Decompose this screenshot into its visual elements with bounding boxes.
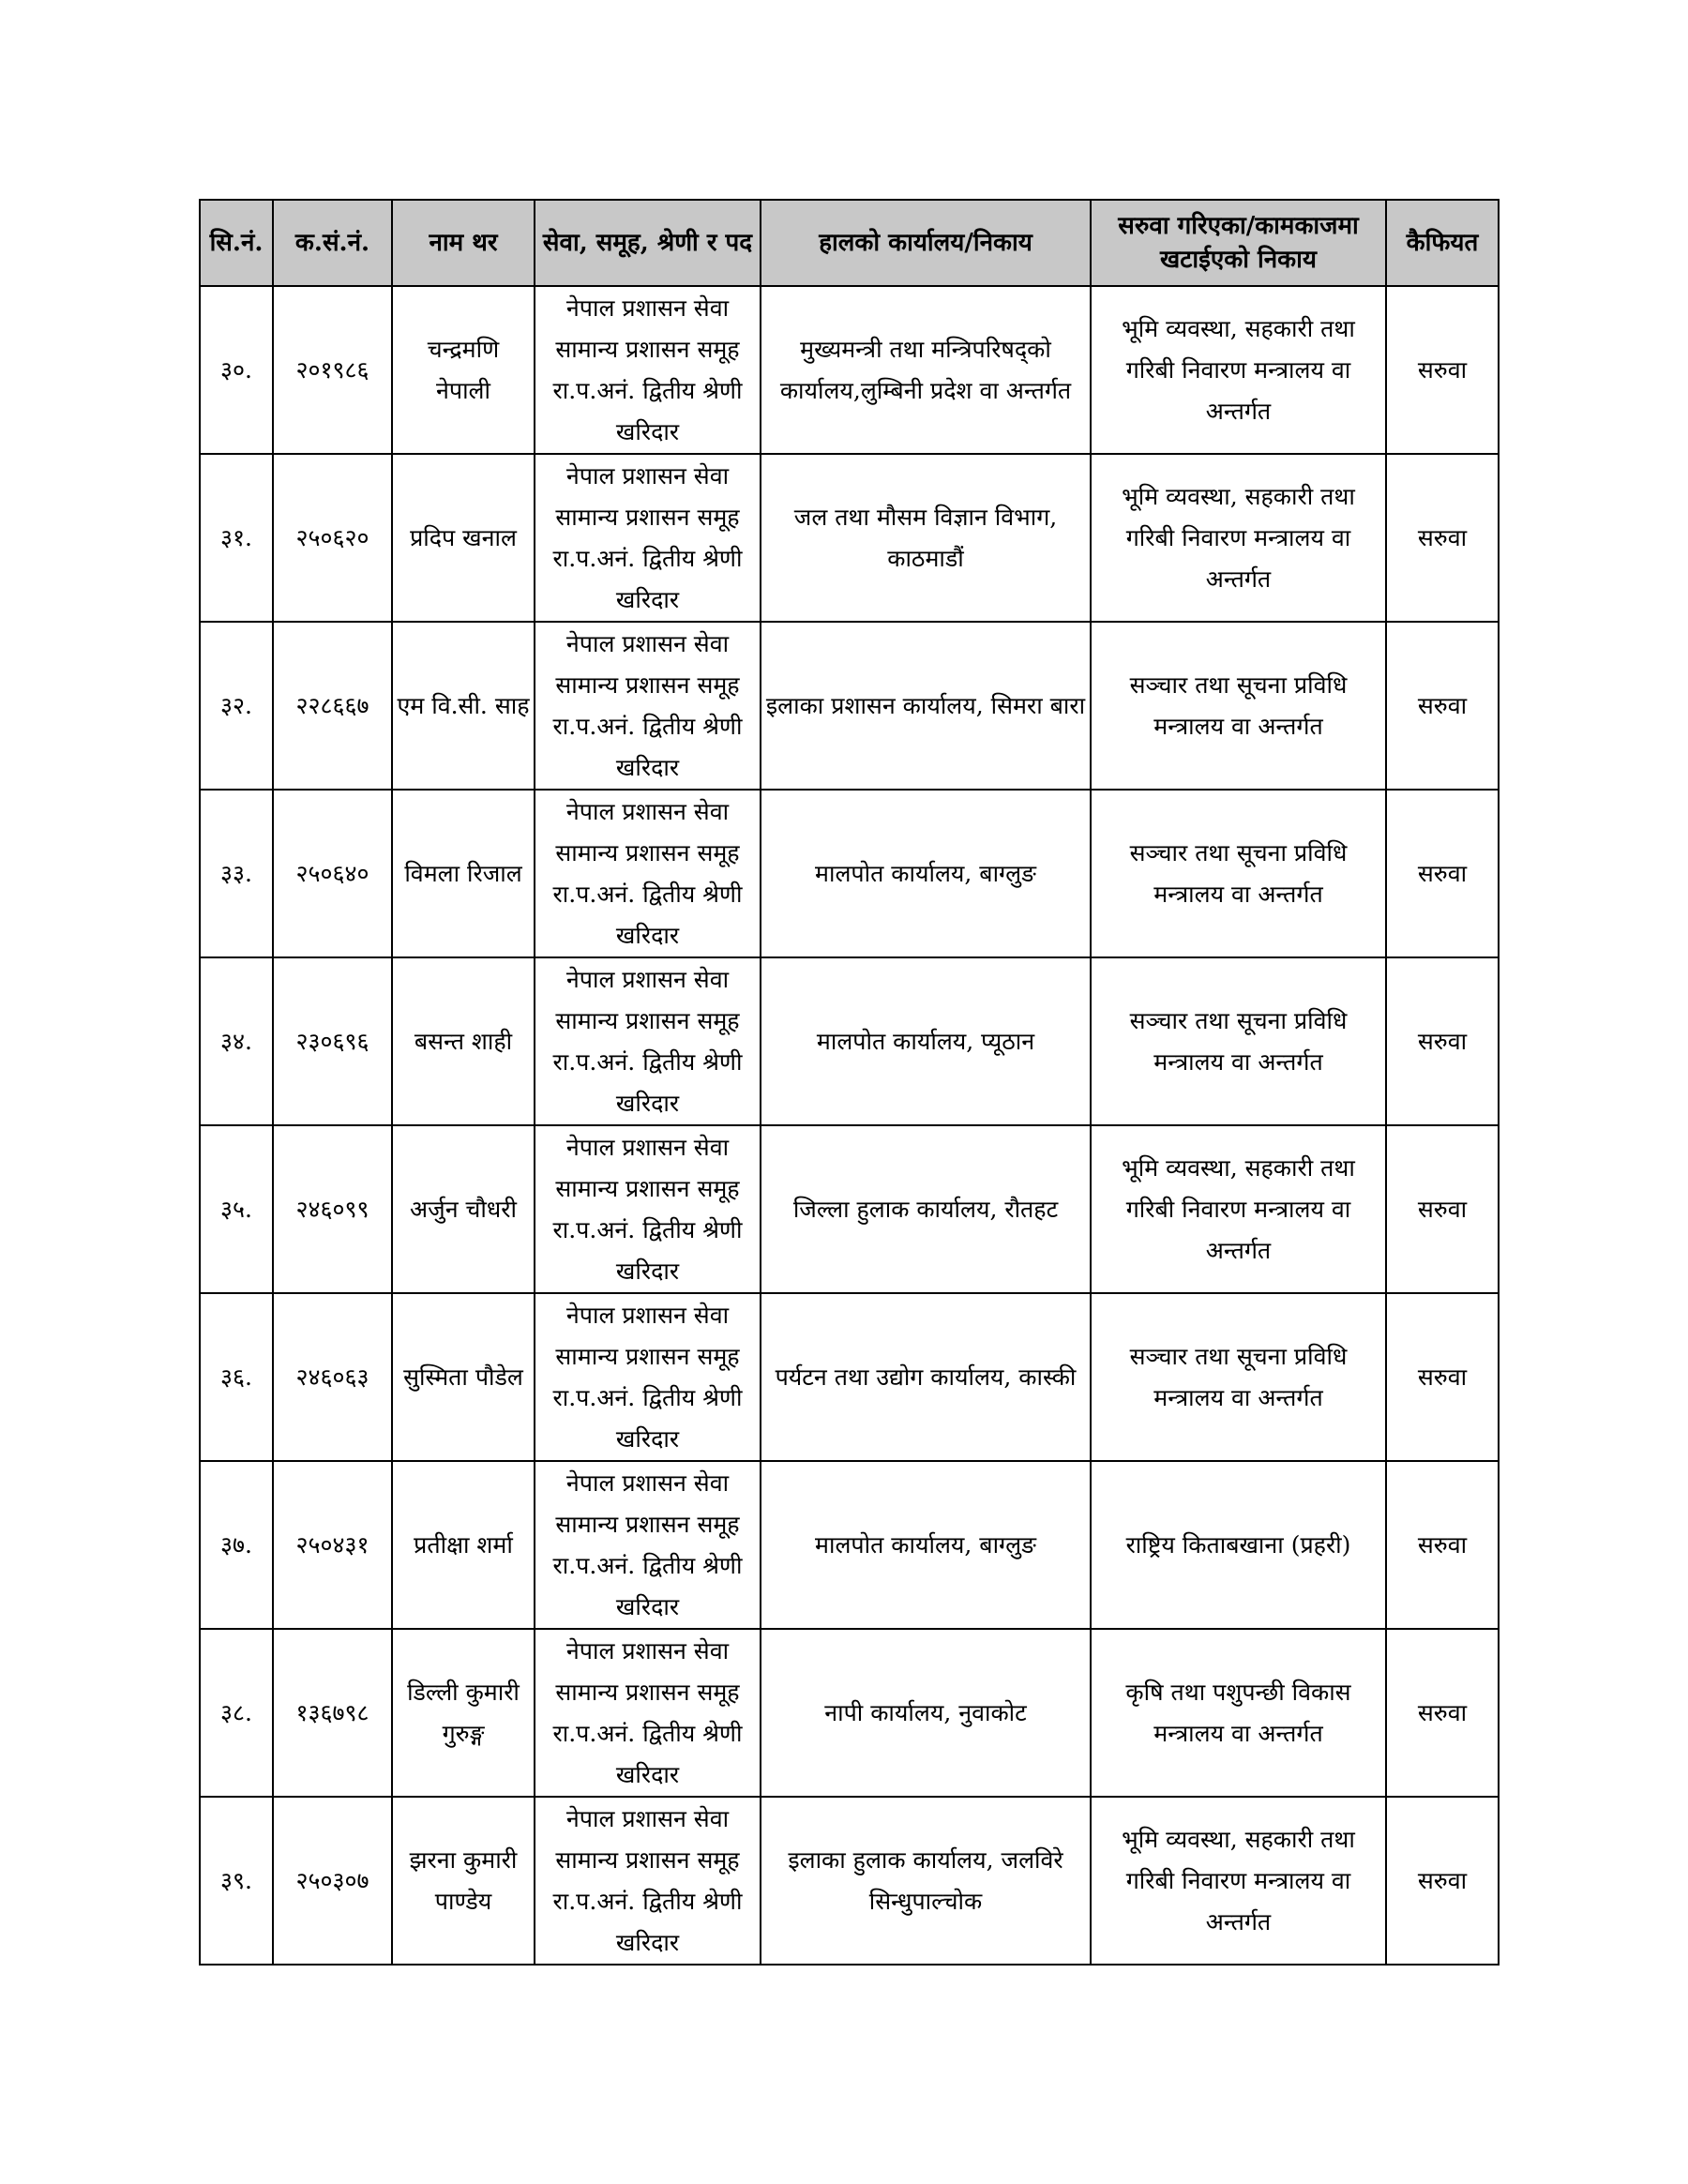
service-line: सामान्य प्रशासन समूह xyxy=(555,1174,740,1202)
table-row xyxy=(200,1629,1499,1797)
cell-current-office: मालपोत कार्यालय, बाग्लुङ xyxy=(761,790,1091,957)
cell-kasn: २५०६४० xyxy=(273,790,392,957)
cell-remarks: सरुवा xyxy=(1386,1125,1499,1293)
cell-sn: ३०. xyxy=(200,286,273,454)
cell-transferred-to: सञ्चार तथा सूचना प्रविधि मन्त्रालय वा अन्तर्गत xyxy=(1091,1293,1386,1461)
service-line: खरिदार xyxy=(615,585,680,613)
cell-transferred-to: सञ्चार तथा सूचना प्रविधि मन्त्रालय वा अन्तर्गत xyxy=(1091,622,1386,790)
cell-sn: ३७. xyxy=(200,1461,273,1629)
table-row xyxy=(200,454,1499,622)
cell-name: झरना कुमारी पाण्डेय xyxy=(392,1797,535,1965)
service-line: नेपाल प्रशासन सेवा xyxy=(565,294,730,322)
service-line: रा.प.अनं. द्वितीय श्रेणी xyxy=(552,1719,743,1747)
service-line: नेपाल प्रशासन सेवा xyxy=(565,1301,730,1329)
table-row xyxy=(200,1293,1499,1461)
service-line: खरिदार xyxy=(615,753,680,781)
cell-kasn: २५०३०७ xyxy=(273,1797,392,1965)
service-line: नेपाल प्रशासन सेवा xyxy=(565,629,730,657)
service-line: सामान्य प्रशासन समूह xyxy=(555,1845,740,1874)
cell-transferred-to: भूमि व्यवस्था, सहकारी तथा गरिबी निवारण मन्त्रालय वा अन्तर्गत xyxy=(1091,286,1386,454)
service-line: सामान्य प्रशासन समूह xyxy=(555,1510,740,1538)
cell-current-office: मुख्यमन्त्री तथा मन्त्रिपरिषद्को कार्यालय,लुम्बिनी प्रदेश वा अन्तर्गत xyxy=(761,286,1091,454)
cell-remarks: सरुवा xyxy=(1386,1797,1499,1965)
cell-remarks: सरुवा xyxy=(1386,1293,1499,1461)
service-line: सामान्य प्रशासन समूह xyxy=(555,503,740,531)
service-line: रा.प.अनं. द्वितीय श्रेणी xyxy=(552,1215,743,1243)
cell-service xyxy=(535,622,761,790)
table-row xyxy=(200,1461,1499,1629)
cell-transferred-to: राष्ट्रिय किताबखाना (प्रहरी) xyxy=(1091,1461,1386,1629)
header-transferred-to: सरुवा गरिएका/कामकाजमा खटाईएको निकाय xyxy=(1091,200,1386,286)
cell-name: चन्द्रमणि नेपाली xyxy=(392,286,535,454)
cell-name: बसन्त शाही xyxy=(392,957,535,1125)
cell-kasn: २५०४३१ xyxy=(273,1461,392,1629)
service-line: खरिदार xyxy=(615,1928,680,1956)
cell-sn: ३९. xyxy=(200,1797,273,1965)
cell-service xyxy=(535,454,761,622)
transfer-table xyxy=(199,199,1500,1966)
service-line: रा.प.अनं. द्वितीय श्रेणी xyxy=(552,712,743,740)
cell-remarks: सरुवा xyxy=(1386,790,1499,957)
cell-service xyxy=(535,790,761,957)
service-line: नेपाल प्रशासन सेवा xyxy=(565,965,730,993)
cell-remarks: सरुवा xyxy=(1386,1629,1499,1797)
service-line: रा.प.अनं. द्वितीय श्रेणी xyxy=(552,544,743,572)
cell-name: प्रदिप खनाल xyxy=(392,454,535,622)
header-name: नाम थर xyxy=(392,200,535,286)
cell-kasn: २४६०६३ xyxy=(273,1293,392,1461)
cell-remarks: सरुवा xyxy=(1386,1461,1499,1629)
table-row xyxy=(200,957,1499,1125)
service-line: नेपाल प्रशासन सेवा xyxy=(565,797,730,825)
cell-sn: ३५. xyxy=(200,1125,273,1293)
table-body xyxy=(200,286,1499,1965)
table-row xyxy=(200,790,1499,957)
cell-kasn: २०१९८६ xyxy=(273,286,392,454)
cell-kasn: २५०६२० xyxy=(273,454,392,622)
service-line: रा.प.अनं. द्वितीय श्रेणी xyxy=(552,1887,743,1915)
cell-service xyxy=(535,1293,761,1461)
service-line: खरिदार xyxy=(615,1257,680,1285)
cell-remarks: सरुवा xyxy=(1386,957,1499,1125)
service-line: सामान्य प्रशासन समूह xyxy=(555,1006,740,1034)
cell-name: अर्जुन चौधरी xyxy=(392,1125,535,1293)
service-line: नेपाल प्रशासन सेवा xyxy=(565,1804,730,1832)
service-line: रा.प.अनं. द्वितीय श्रेणी xyxy=(552,1551,743,1579)
cell-kasn: २४६०९९ xyxy=(273,1125,392,1293)
cell-service xyxy=(535,1797,761,1965)
service-line: रा.प.अनं. द्वितीय श्रेणी xyxy=(552,376,743,404)
cell-remarks: सरुवा xyxy=(1386,286,1499,454)
table-row xyxy=(200,1797,1499,1965)
cell-kasn: २३०६९६ xyxy=(273,957,392,1125)
header-service: सेवा, समूह, श्रेणी र पद xyxy=(535,200,761,286)
service-line: नेपाल प्रशासन सेवा xyxy=(565,461,730,490)
cell-name: विमला रिजाल xyxy=(392,790,535,957)
service-line: सामान्य प्रशासन समूह xyxy=(555,670,740,699)
cell-service xyxy=(535,1461,761,1629)
cell-name: प्रतीक्षा शर्मा xyxy=(392,1461,535,1629)
header-row xyxy=(200,200,1499,286)
cell-name: एम वि.सी. साह xyxy=(392,622,535,790)
table-row xyxy=(200,622,1499,790)
service-line: नेपाल प्रशासन सेवा xyxy=(565,1469,730,1497)
cell-transferred-to: भूमि व्यवस्था, सहकारी तथा गरिबी निवारण मन्त्रालय वा अन्तर्गत xyxy=(1091,1797,1386,1965)
cell-kasn: २२८६६७ xyxy=(273,622,392,790)
cell-current-office: जिल्ला हुलाक कार्यालय, रौतहट xyxy=(761,1125,1091,1293)
service-line: नेपाल प्रशासन सेवा xyxy=(565,1636,730,1664)
cell-service xyxy=(535,1629,761,1797)
table-row xyxy=(200,1125,1499,1293)
cell-current-office: नापी कार्यालय, नुवाकोट xyxy=(761,1629,1091,1797)
cell-sn: ३१. xyxy=(200,454,273,622)
header-remarks: कैफियत xyxy=(1386,200,1499,286)
cell-current-office: जल तथा मौसम विज्ञान विभाग, काठमाडौं xyxy=(761,454,1091,622)
cell-service xyxy=(535,286,761,454)
cell-transferred-to: भूमि व्यवस्था, सहकारी तथा गरिबी निवारण मन्त्रालय वा अन्तर्गत xyxy=(1091,1125,1386,1293)
cell-service xyxy=(535,1125,761,1293)
table-header xyxy=(200,200,1499,286)
table-row xyxy=(200,286,1499,454)
header-sn: सि.नं. xyxy=(200,200,273,286)
cell-current-office: इलाका हुलाक कार्यालय, जलविरे सिन्धुपाल्चोक xyxy=(761,1797,1091,1965)
service-line: खरिदार xyxy=(615,1592,680,1620)
cell-remarks: सरुवा xyxy=(1386,622,1499,790)
cell-sn: ३४. xyxy=(200,957,273,1125)
cell-sn: ३६. xyxy=(200,1293,273,1461)
cell-transferred-to: सञ्चार तथा सूचना प्रविधि मन्त्रालय वा अन्तर्गत xyxy=(1091,957,1386,1125)
service-line: रा.प.अनं. द्वितीय श्रेणी xyxy=(552,1047,743,1076)
service-line: नेपाल प्रशासन सेवा xyxy=(565,1133,730,1161)
cell-current-office: मालपोत कार्यालय, प्यूठान xyxy=(761,957,1091,1125)
cell-transferred-to: सञ्चार तथा सूचना प्रविधि मन्त्रालय वा अन्तर्गत xyxy=(1091,790,1386,957)
cell-sn: ३२. xyxy=(200,622,273,790)
cell-remarks: सरुवा xyxy=(1386,454,1499,622)
header-current-office: हालको कार्यालय/निकाय xyxy=(761,200,1091,286)
cell-current-office: इलाका प्रशासन कार्यालय, सिमरा बारा xyxy=(761,622,1091,790)
cell-sn: ३८. xyxy=(200,1629,273,1797)
cell-sn: ३३. xyxy=(200,790,273,957)
service-line: सामान्य प्रशासन समूह xyxy=(555,1678,740,1706)
service-line: रा.प.अनं. द्वितीय श्रेणी xyxy=(552,1383,743,1411)
service-line: खरिदार xyxy=(615,417,680,445)
cell-transferred-to: कृषि तथा पशुपन्छी विकास मन्त्रालय वा अन्तर्गत xyxy=(1091,1629,1386,1797)
cell-current-office: पर्यटन तथा उद्योग कार्यालय, कास्की xyxy=(761,1293,1091,1461)
cell-transferred-to: भूमि व्यवस्था, सहकारी तथा गरिबी निवारण मन्त्रालय वा अन्तर्गत xyxy=(1091,454,1386,622)
service-line: रा.प.अनं. द्वितीय श्रेणी xyxy=(552,880,743,908)
cell-name: डिल्ली कुमारी गुरुङ्ग xyxy=(392,1629,535,1797)
cell-name: सुस्मिता पौडेल xyxy=(392,1293,535,1461)
service-line: खरिदार xyxy=(615,1760,680,1788)
service-line: सामान्य प्रशासन समूह xyxy=(555,1342,740,1370)
service-line: खरिदार xyxy=(615,921,680,949)
cell-current-office: मालपोत कार्यालय, बाग्लुङ xyxy=(761,1461,1091,1629)
service-line: खरिदार xyxy=(615,1089,680,1117)
cell-kasn: १३६७९८ xyxy=(273,1629,392,1797)
cell-service xyxy=(535,957,761,1125)
service-line: सामान्य प्रशासन समूह xyxy=(555,838,740,866)
header-kasn: क.सं.नं. xyxy=(273,200,392,286)
service-line: खरिदार xyxy=(615,1424,680,1453)
service-line: सामान्य प्रशासन समूह xyxy=(555,335,740,363)
